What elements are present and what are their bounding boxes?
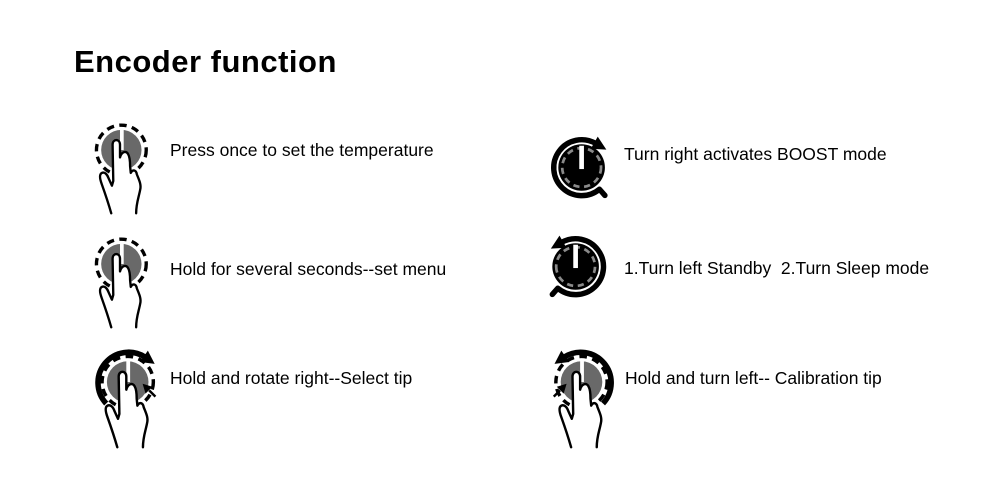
instruction-label: 1.Turn left Standby 2.Turn Sleep mode	[624, 258, 930, 278]
instruction-item-hold-menu	[83, 229, 533, 334]
press-knob-icon	[83, 229, 157, 330]
instruction-label: Press once to set the temperature	[170, 140, 434, 160]
rotate-right-knob-icon	[541, 124, 623, 211]
instruction-item-turn-right-boost	[541, 124, 991, 219]
instruction-label: Hold and rotate right--Select tip	[170, 368, 413, 388]
instruction-label: Hold and turn left-- Calibration tip	[625, 368, 882, 388]
instruction-item-press-once	[83, 115, 533, 220]
instruction-label: Hold for several seconds--set menu	[170, 259, 447, 279]
press-knob-icon	[83, 115, 157, 216]
instruction-item-turn-left-standby	[535, 223, 995, 318]
press-rotate-right-knob-icon	[88, 346, 166, 450]
instruction-label: Turn right activates BOOST mode	[624, 144, 887, 164]
rotate-left-knob-icon	[535, 223, 617, 310]
instruction-item-hold-rotate-right	[88, 346, 538, 456]
page-title: Encoder function	[74, 44, 337, 79]
instruction-item-hold-turn-left	[542, 346, 992, 456]
press-rotate-left-knob-icon	[542, 346, 621, 450]
